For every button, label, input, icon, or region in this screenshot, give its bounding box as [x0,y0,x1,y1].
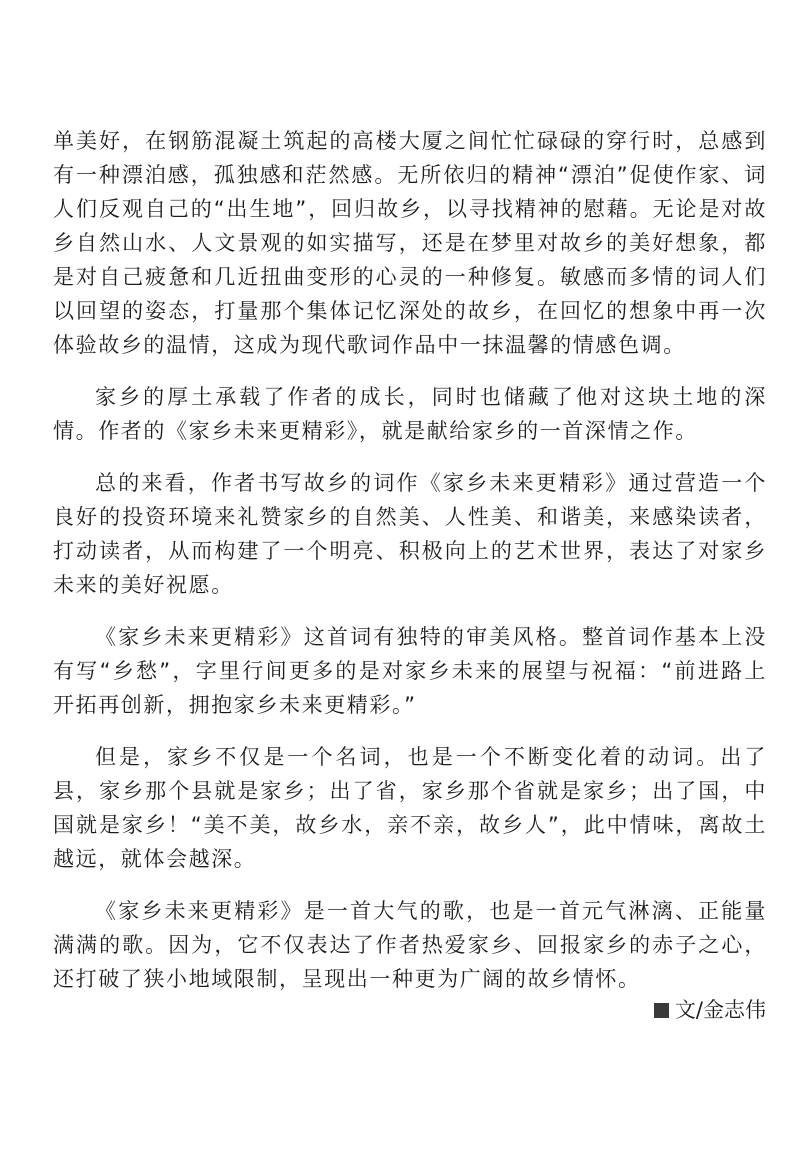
paragraph: 但是，家乡不仅是一个名词，也是一个不断变化着的动词。出了县，家乡那个县就是家乡；出了省，家乡那个省就是家乡；出了国，中国就是家乡！“美不美，故乡水，亲不亲，故乡人”，此中情味，离故土越远，就体会越深。 [53,745,767,871]
article-body [53,124,767,1014]
paragraph: 《家乡未来更精彩》是一首大气的歌，也是一首元气淋漓、正能量满满的歌。因为，它不仅表达了作者热爱家乡、回报家乡的赤子之心，还打破了狭小地域限制，呈现出一种更为广阔的故乡情怀。 [53,899,767,991]
paragraph-continued: 单美好，在钢筋混凝土筑起的高楼大厦之间忙忙碌碌的穿行时，总感到有一种漂泊感，孤独感和茫然感。无所依归的精神“漂泊”促使作家、词人们反观自己的“出生地”，回归故乡，以寻找精神的慰藉。无论是对故乡自然山水、人文景观的如实描写，还是在梦里对故乡的美好想象，都是对自己疲惫和几近扭曲变形的心灵的一种修复。敏感而多情的词人们以回望的姿态，打量那个集体记忆深处的故乡，在回忆的想象中再一次体验故乡的温情，这成为现代歌词作品中一抹温馨的情感色调。 [53,129,767,357]
author-name: 文/金志伟 [674,998,766,1022]
paragraph: 总的来看，作者书写故乡的词作《家乡未来更精彩》通过营造一个良好的投资环境来礼赞家乡的自然美、人性美、和谐美，来感染读者，打动读者，从而构建了一个明亮、积极向上的艺术世界，表达了对家乡未来的美好祝愿。 [53,471,767,597]
author-byline [654,995,766,1025]
paragraph: 《家乡未来更精彩》这首词有独特的审美风格。整首词作基本上没有写“乡愁”，字里行间更多的是对家乡未来的展望与祝福：“前进路上开拓再创新，拥抱家乡未来更精彩。” [53,625,767,717]
square-icon [654,1003,669,1018]
paragraph: 家乡的厚土承载了作者的成长，同时也储藏了他对这块土地的深情。作者的《家乡未来更精彩》，就是献给家乡的一首深情之作。 [53,385,767,443]
